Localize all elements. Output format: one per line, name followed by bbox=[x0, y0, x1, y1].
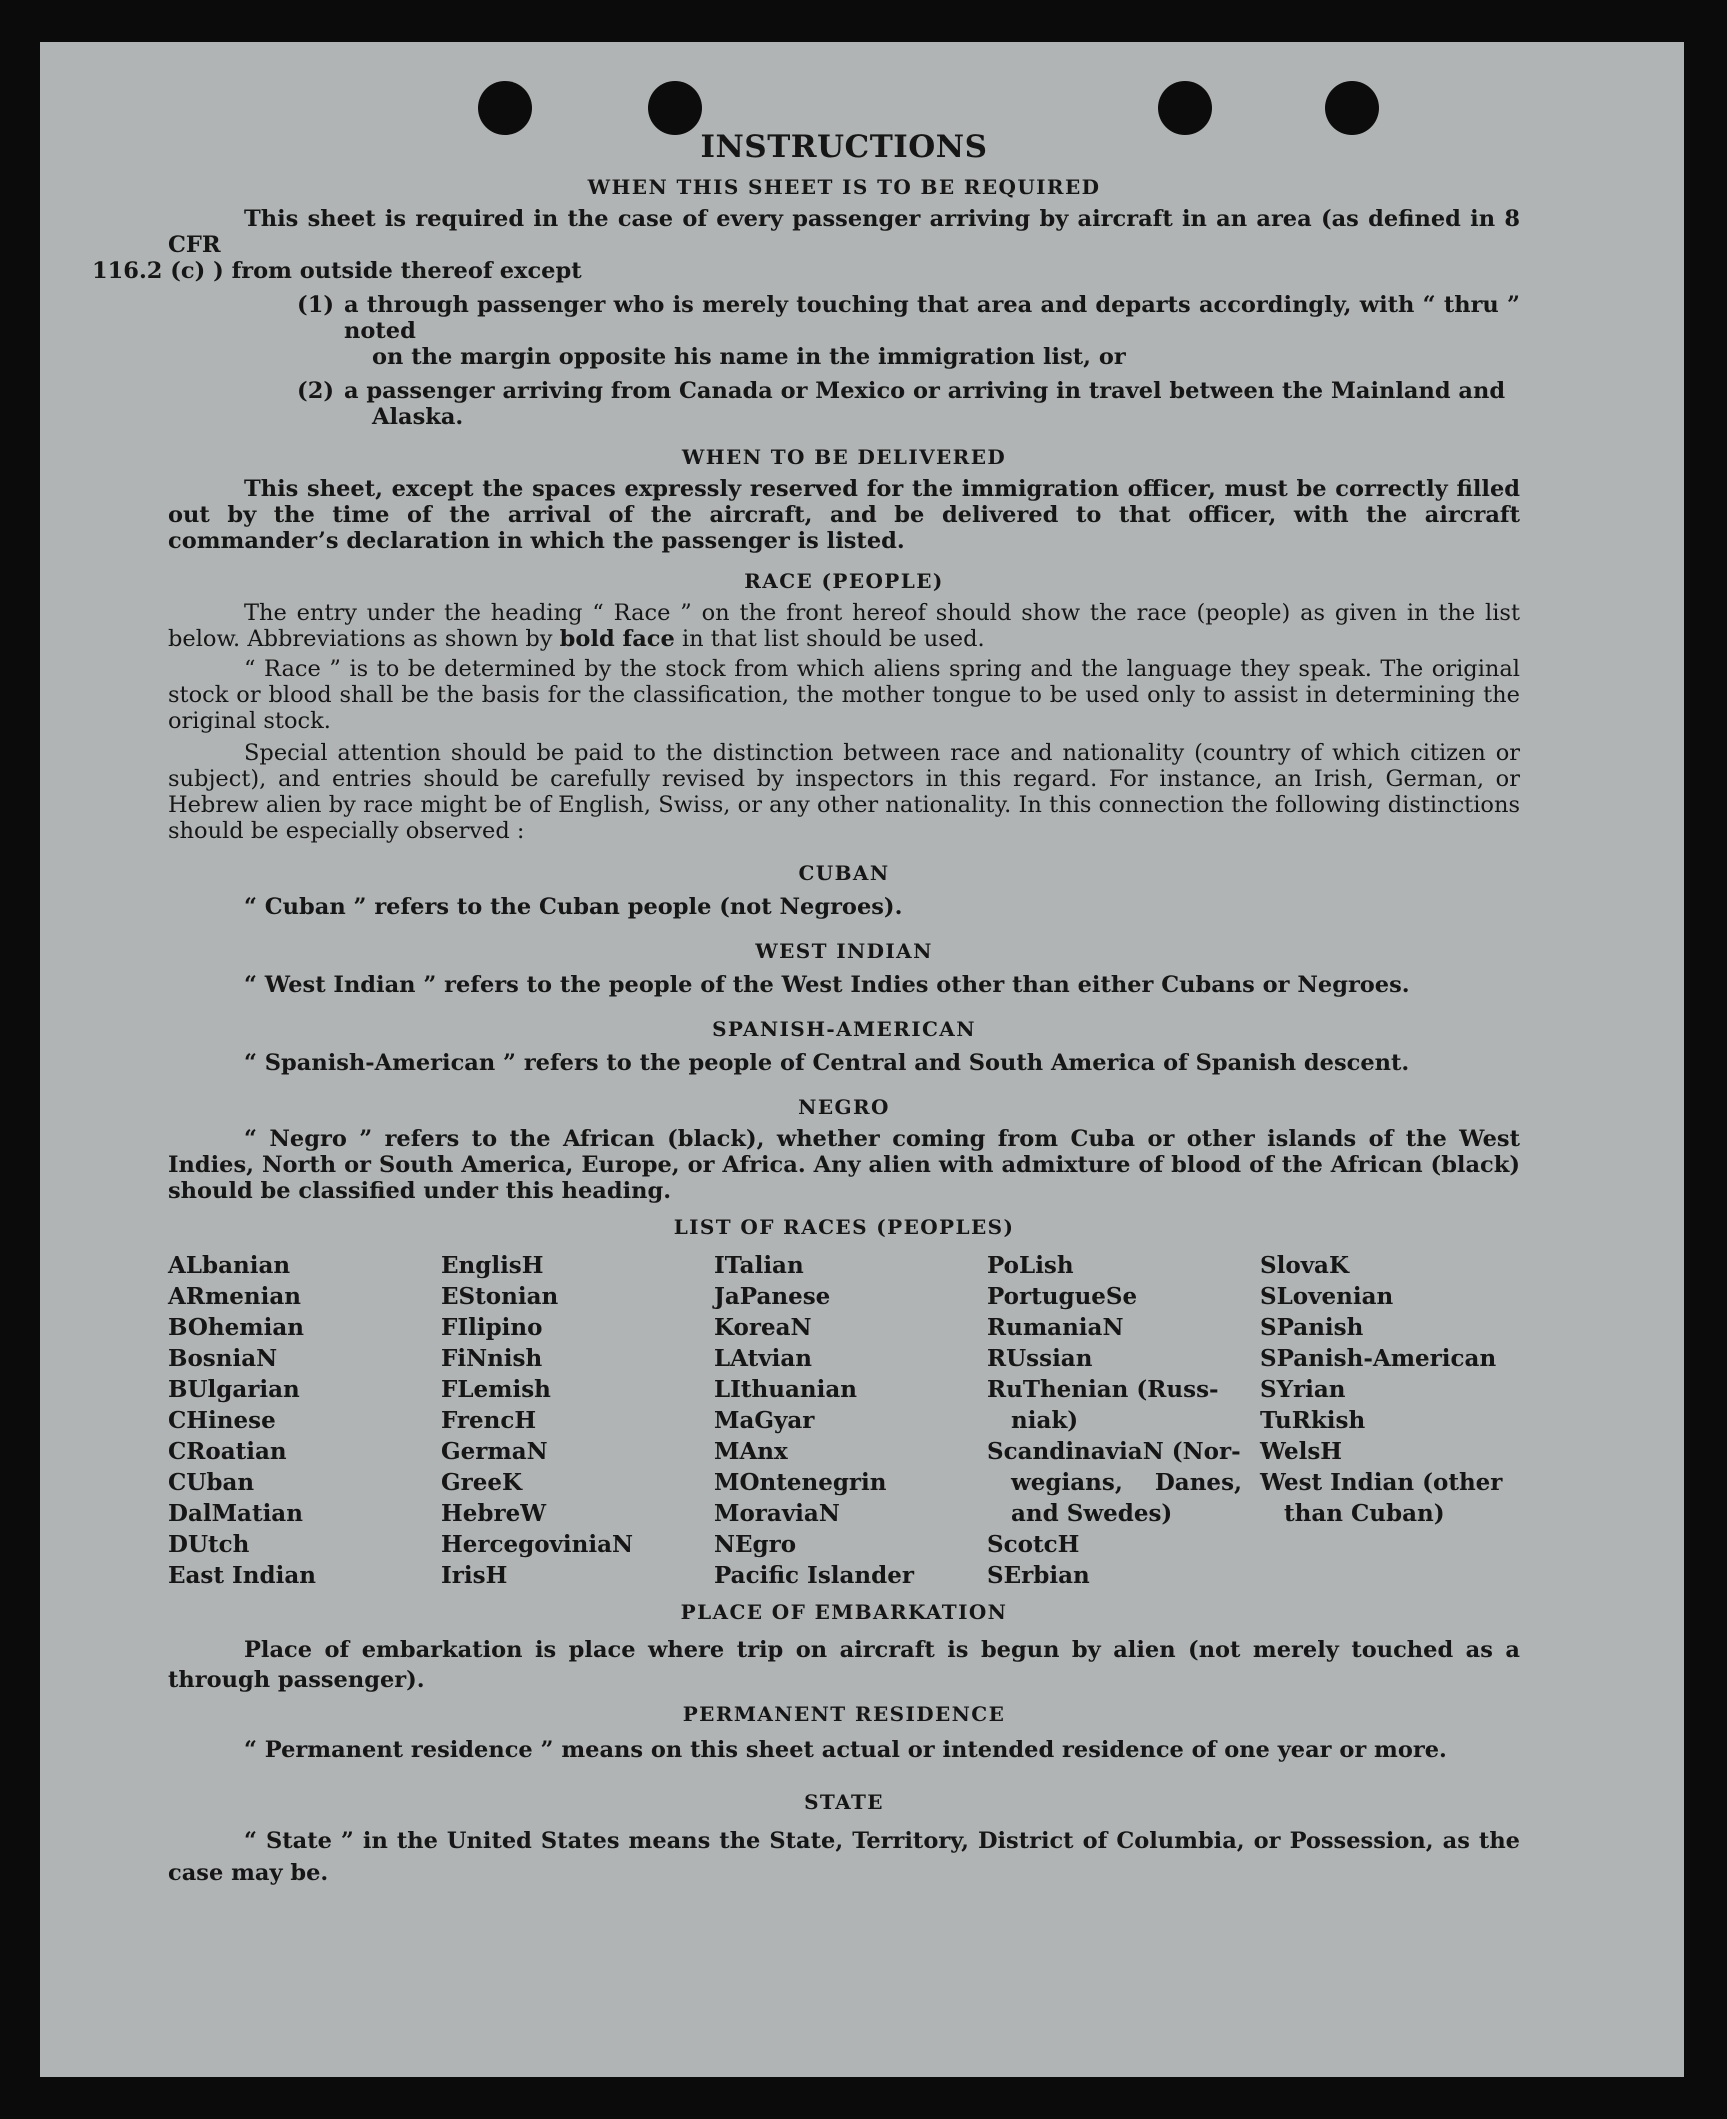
punch-hole bbox=[1325, 81, 1379, 135]
race-entry: East Indian bbox=[168, 1562, 316, 1589]
heading-state: STATE bbox=[804, 1790, 884, 1814]
heading-cuban: CUBAN bbox=[798, 861, 890, 885]
race-entry: IrisH bbox=[441, 1562, 508, 1589]
race-entry: MaGyar bbox=[714, 1407, 815, 1434]
race-entry: HercegoviniaN bbox=[441, 1531, 634, 1558]
page-title: INSTRUCTIONS bbox=[700, 129, 988, 165]
race-entry: WelsH bbox=[1260, 1438, 1343, 1465]
race-entry: GreeK bbox=[441, 1469, 523, 1496]
race-entry: BosniaN bbox=[168, 1345, 278, 1372]
race-entry: CHinese bbox=[168, 1407, 276, 1434]
exception-item-2: (2) a passenger arriving from Canada or Mexico or arriving in travel between the Mainland and Alaska. bbox=[297, 378, 1506, 430]
race-entry-continued: than Cuban) bbox=[1284, 1500, 1445, 1527]
when-required-text: This sheet is required in the case of every passenger arriving by aircraft in an area (as defined in 8 CFR 116.2 (c) ) from outside thereof except bbox=[92, 206, 1520, 284]
race-entry: RuThenian (Russ- bbox=[987, 1376, 1219, 1403]
race-entry: ARmenian bbox=[168, 1283, 302, 1310]
race-entry-continued: and Swedes) bbox=[1011, 1500, 1173, 1527]
race-entry: EnglisH bbox=[441, 1252, 544, 1279]
race-entry: NEgro bbox=[714, 1531, 797, 1558]
heading-list-of-races: LIST OF RACES (PEOPLES) bbox=[673, 1215, 1015, 1239]
race-entry: MOntenegrin bbox=[714, 1469, 887, 1496]
race-entry: FiNnish bbox=[441, 1345, 543, 1372]
races-list bbox=[168, 1250, 1520, 1591]
race-entry: ALbanian bbox=[168, 1252, 291, 1279]
race-entry: ScotcH bbox=[987, 1531, 1080, 1558]
race-entry: LAtvian bbox=[714, 1345, 812, 1372]
embarkation-text: Place of embarkation is place where trip on aircraft is begun by alien (not merely touched as a through passenger). bbox=[168, 1637, 1520, 1693]
race-entry: CRoatian bbox=[168, 1438, 287, 1465]
race-entry: PortugueSe bbox=[987, 1283, 1138, 1310]
punch-hole bbox=[648, 81, 702, 135]
race-entry: LIthuanian bbox=[714, 1376, 857, 1403]
races-column-5 bbox=[1260, 1250, 1520, 1591]
race-entry: FIlipino bbox=[441, 1314, 543, 1341]
race-paragraph-3: Special attention should be paid to the distinction between race and nationality (country of which citizen or subject), and entries should be carefully revised by inspectors in this regard. For instance, an Irish, German, or Hebrew alien by race might be of English, Swiss, or any other nationality. In this connection the following distinctions should be especially observed : bbox=[168, 740, 1520, 844]
race-entry-continued: niak) bbox=[1011, 1407, 1079, 1434]
race-entry: MAnx bbox=[714, 1438, 788, 1465]
heading-negro: NEGRO bbox=[798, 1095, 890, 1119]
race-entry: JaPanese bbox=[714, 1283, 831, 1310]
exception-item-1: (1) a through passenger who is merely touching that area and departs accordingly, with “ thru ” noted on the margin opposite his name in the immigration list, or bbox=[297, 292, 1520, 370]
race-entry: DalMatian bbox=[168, 1500, 303, 1527]
punch-hole bbox=[478, 81, 532, 135]
race-entry: SYrian bbox=[1260, 1376, 1346, 1403]
heading-west-indian: WEST INDIAN bbox=[755, 939, 933, 963]
race-entry: SPanish bbox=[1260, 1314, 1364, 1341]
heading-permanent-residence: PERMANENT RESIDENCE bbox=[682, 1702, 1006, 1726]
race-entry: ScandinaviaN (Nor- bbox=[987, 1438, 1241, 1465]
race-entry: RUssian bbox=[987, 1345, 1093, 1372]
race-entry: Pacific Islander bbox=[714, 1562, 914, 1589]
race-paragraph-2: “ Race ” is to be determined by the stock from which aliens spring and the language they speak. The original stock or blood shall be the basis for the classification, the mother tongue to be used only to assist in determining the original stock. bbox=[168, 656, 1520, 734]
races-column-3 bbox=[714, 1250, 987, 1591]
cuban-text: “ Cuban ” refers to the Cuban people (not Negroes). bbox=[244, 894, 903, 920]
race-entry: BOhemian bbox=[168, 1314, 304, 1341]
races-column-4 bbox=[987, 1250, 1260, 1591]
punch-hole bbox=[1158, 81, 1212, 135]
races-column-2 bbox=[441, 1250, 714, 1591]
heading-race: RACE (PEOPLE) bbox=[744, 569, 944, 593]
race-entry: DUtch bbox=[168, 1531, 250, 1558]
permanent-residence-text: “ Permanent residence ” means on this sheet actual or intended residence of one year or more. bbox=[244, 1737, 1447, 1763]
race-entry: EStonian bbox=[441, 1283, 559, 1310]
instructions-content bbox=[92, 129, 1520, 1889]
race-entry: TuRkish bbox=[1260, 1407, 1366, 1434]
race-entry: FLemish bbox=[441, 1376, 551, 1403]
race-entry: SErbian bbox=[987, 1562, 1090, 1589]
race-entry: BUlgarian bbox=[168, 1376, 300, 1403]
race-entry: FrencH bbox=[441, 1407, 537, 1434]
race-entry: HebreW bbox=[441, 1500, 547, 1527]
heading-embarkation: PLACE OF EMBARKATION bbox=[680, 1600, 1008, 1624]
race-entry: RumaniaN bbox=[987, 1314, 1124, 1341]
negro-text: “ Negro ” refers to the African (black), whether coming from Cuba or other islands of the West Indies, North or South America, Europe, or Africa. Any alien with admixture of blood of the African (black) should be classified under this heading. bbox=[168, 1126, 1520, 1204]
races-column-1 bbox=[168, 1250, 441, 1591]
when-delivered-text: This sheet, except the spaces expressly reserved for the immigration officer, must be correctly filled out by the time of the arrival of the aircraft, and be delivered to that officer, with the aircraft commander’s declaration in which the passenger is listed. bbox=[168, 476, 1520, 554]
race-entry: MoraviaN bbox=[714, 1500, 840, 1527]
race-entry: KoreaN bbox=[714, 1314, 812, 1341]
race-entry: GermaN bbox=[441, 1438, 548, 1465]
race-entry: CUban bbox=[168, 1469, 255, 1496]
race-entry: SPanish-American bbox=[1260, 1345, 1497, 1372]
race-entry: West Indian (other bbox=[1260, 1469, 1503, 1496]
heading-when-delivered: WHEN TO BE DELIVERED bbox=[681, 445, 1007, 469]
race-entry: PoLish bbox=[987, 1252, 1074, 1279]
race-entry: SlovaK bbox=[1260, 1252, 1349, 1279]
state-text: “ State ” in the United States means the State, Territory, District of Columbia, or Possession, as the case may be. bbox=[168, 1828, 1520, 1886]
heading-spanish-american: SPANISH-AMERICAN bbox=[712, 1017, 976, 1041]
race-paragraph-1: The entry under the heading “ Race ” on the front hereof should show the race (people) as given in the list below. Abbreviations as shown by bold face in that list should be used. bbox=[168, 600, 1520, 652]
race-entry: ITalian bbox=[714, 1252, 804, 1279]
west-indian-text: “ West Indian ” refers to the people of the West Indies other than either Cubans or Negroes. bbox=[244, 972, 1410, 998]
race-entry: SLovenian bbox=[1260, 1283, 1394, 1310]
spanish-american-text: “ Spanish-American ” refers to the people of Central and South America of Spanish descent. bbox=[244, 1050, 1410, 1076]
heading-when-required: WHEN THIS SHEET IS TO BE REQUIRED bbox=[587, 175, 1101, 199]
race-entry-continued: wegians, Danes, bbox=[1011, 1469, 1243, 1496]
